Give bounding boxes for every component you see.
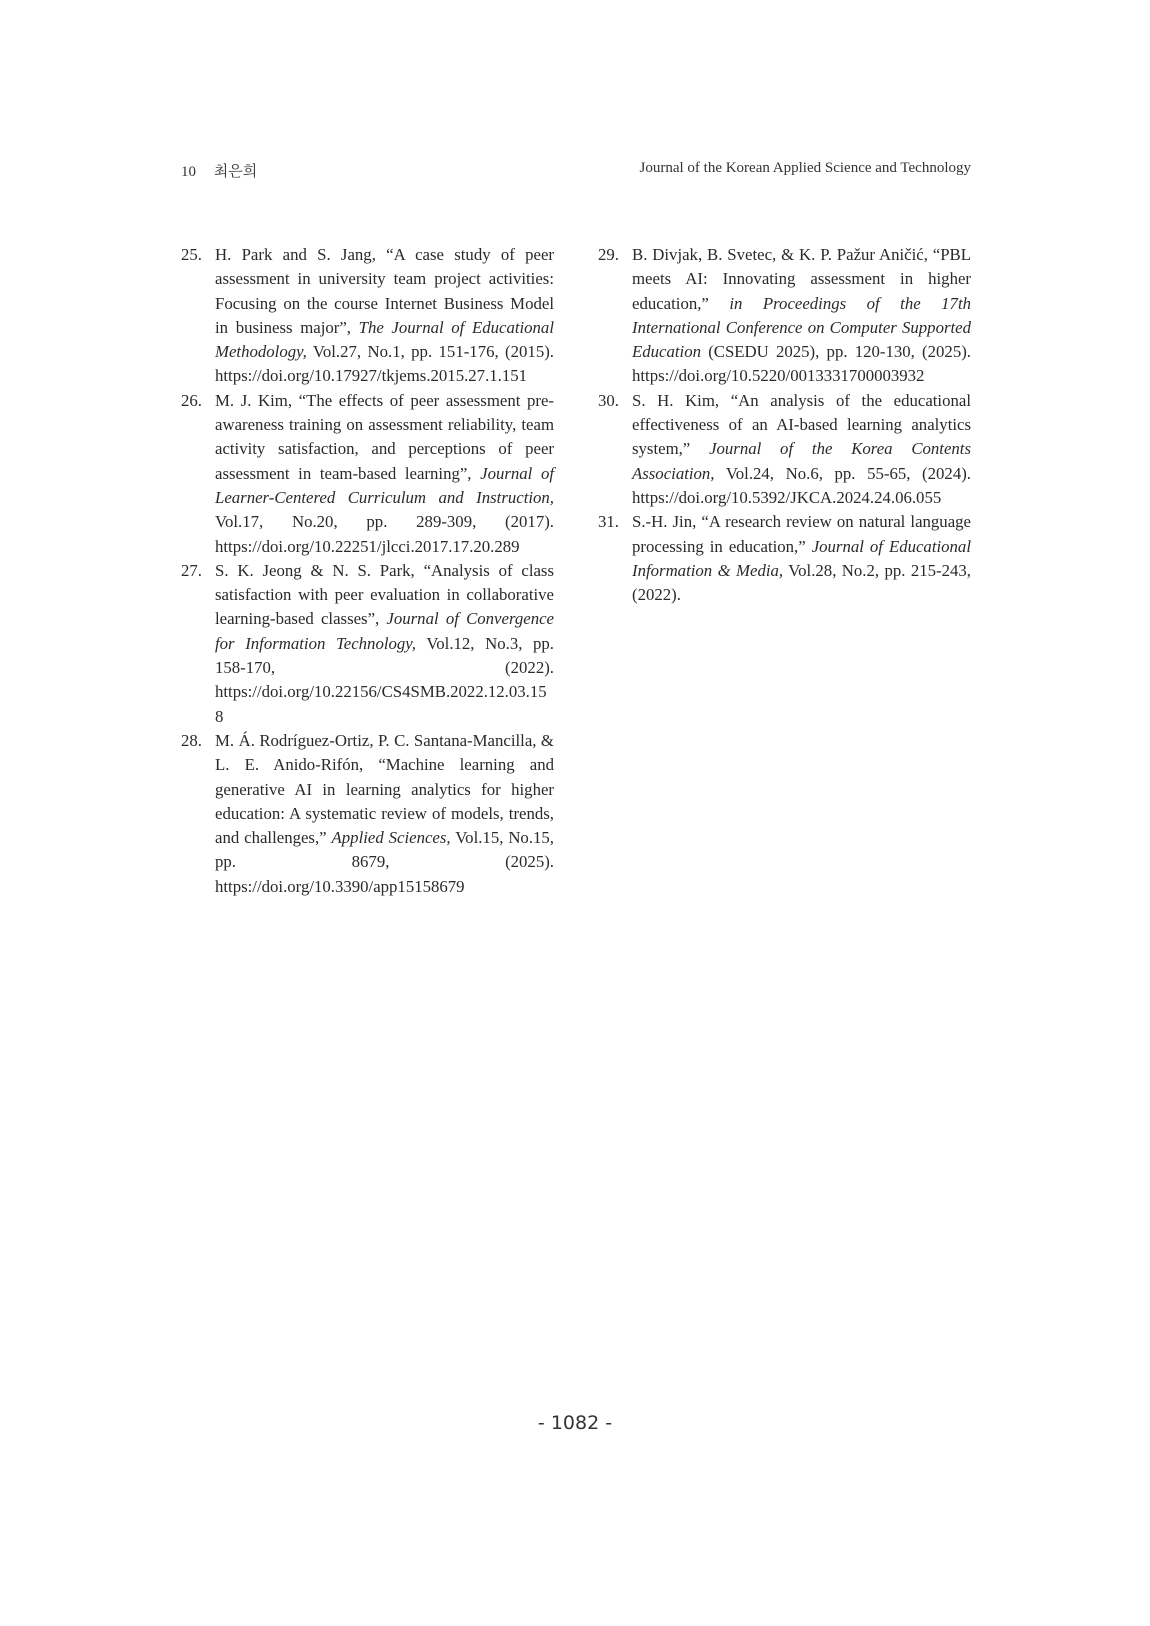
running-header xyxy=(181,160,971,182)
header-left xyxy=(181,160,257,181)
page-footer: - 1082 - xyxy=(537,1412,613,1434)
reference-authors-title: S. H. Kim, “An analysis of the educational effectiveness of an AI-based learning analytics system,” xyxy=(632,390,971,459)
reference-authors-title: S. K. Jeong & N. S. Park, “Analysis of class satisfaction with peer evaluation in collaborative learning-based classes”, xyxy=(215,560,554,629)
reference-authors-title: M. Á. Rodríguez-Ortiz, P. C. Santana-Mancilla, & L. E. Anido-Rifón, “Machine learning and generative AI in learning analytics for higher education: A systematic review of models, trends, and challenges,” xyxy=(215,730,554,848)
reference-authors-title: S.-H. Jin, “A research review on natural language processing in education,” xyxy=(632,512,971,556)
reference-details: Vol.15, No.15, pp. 8679, (2025). https://doi.org/10.3390/app15158679 xyxy=(215,828,554,896)
reference-number: 28. xyxy=(181,730,202,750)
reference-item xyxy=(181,389,554,559)
reference-details: Vol.24, No.6, pp. 55-65, (2024). https://doi.org/10.5392/JKCA.2024.24.06.055 xyxy=(632,463,971,507)
reference-number: 27. xyxy=(181,560,202,580)
reference-item xyxy=(181,243,554,389)
reference-source: Journal of Convergence for Information Technology, xyxy=(215,609,554,653)
reference-authors-title: M. J. Kim, “The effects of peer assessment pre-awareness training on assessment reliability, team activity satisfaction, and perceptions of peer assessment in team-based learning”, xyxy=(215,390,554,483)
reference-source: The Journal of Educational Methodology, xyxy=(215,317,554,362)
reference-source: Journal of the Korea Contents Association, xyxy=(632,439,971,483)
reference-source: in Proceedings of the 17th International Conference on Computer Supported Education xyxy=(632,293,971,362)
reference-item xyxy=(598,510,971,607)
reference-details: Vol.28, No.2, pp. 215-243, (2022). xyxy=(632,560,971,605)
reference-number: 31. xyxy=(598,512,619,532)
references-column-right xyxy=(598,243,971,607)
reference-number: 30. xyxy=(598,390,619,410)
journal-title: Journal of the Korean Applied Science and Technology xyxy=(639,160,971,176)
references-column-left xyxy=(181,243,554,899)
page-number: 10 xyxy=(181,164,196,180)
reference-details: Vol.17, No.20, pp. 289-309, (2017). https://doi.org/10.22251/jlcci.2017.17.20.289 xyxy=(215,512,554,556)
reference-details: (CSEDU 2025), pp. 120-130, (2025). https://doi.org/10.5220/0013331700003932 xyxy=(632,342,971,386)
reference-item xyxy=(181,729,554,899)
reference-number: 29. xyxy=(598,245,619,264)
reference-details: Vol.12, No.3, pp. 158-170, (2022). https://doi.org/10.22156/CS4SMB.2022.12.03.158 xyxy=(215,633,554,726)
reference-source: Applied Sciences, xyxy=(331,828,451,848)
reference-item xyxy=(181,559,554,729)
reference-authors-title: H. Park and S. Jang, “A case study of peer assessment in university team project activities: Focusing on the course Internet Business Model in business major”, xyxy=(215,245,554,337)
reference-number: 25. xyxy=(181,245,202,264)
reference-source: Journal of Educational Information & Media, xyxy=(632,536,971,580)
reference-authors-title: B. Divjak, B. Svetec, & K. P. Pažur Aničić, “PBL meets AI: Innovating assessment in higher education,” xyxy=(632,245,971,313)
reference-item xyxy=(598,243,971,389)
reference-source: Journal of Learner-Centered Curriculum and Instruction, xyxy=(215,463,554,507)
reference-item xyxy=(598,389,971,510)
reference-details: Vol.27, No.1, pp. 151-176, (2015). https://doi.org/10.17927/tkjems.2015.27.1.151 xyxy=(215,342,554,386)
reference-number: 26. xyxy=(181,390,202,410)
author-name: 최은희 xyxy=(213,164,258,180)
